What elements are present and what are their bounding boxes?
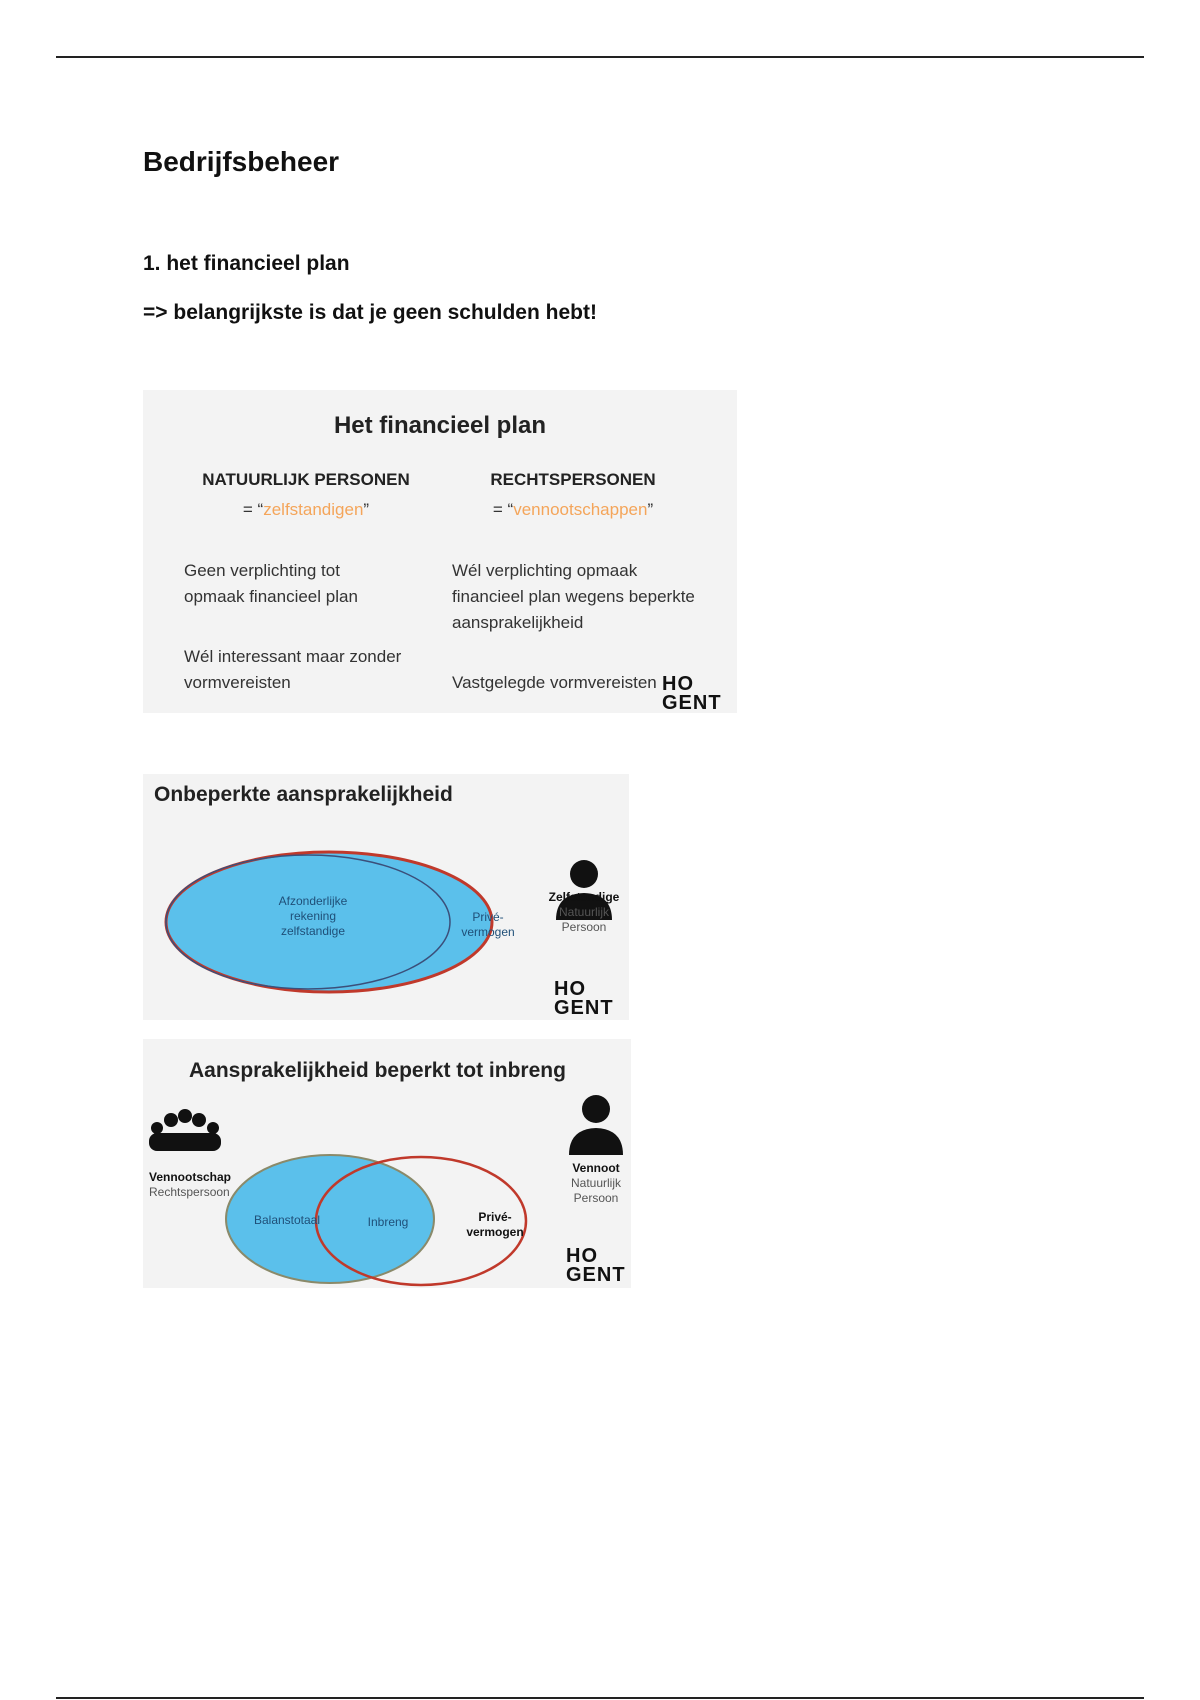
person-label: Zelfstandige Natuurlijk Persoon bbox=[548, 890, 620, 934]
inner-ellipse-label: Afzonderlijke rekening zelfstandige bbox=[278, 894, 348, 938]
page-top-rule bbox=[56, 56, 1144, 58]
person-label: Vennoot Natuurlijk Persoon bbox=[570, 1161, 621, 1205]
balanstotaal-label: Balanstotaal bbox=[253, 1213, 321, 1227]
slide-title: Het financieel plan bbox=[333, 412, 547, 439]
left-point-2: Wél interessant maar zonder vormvereisten bbox=[184, 647, 402, 692]
hogent-logo: HO GENT bbox=[554, 978, 614, 1019]
hogent-logo: HO GENT bbox=[566, 1245, 626, 1286]
column-subtitle-rechtspersonen: = “vennootschappen” bbox=[492, 500, 654, 519]
right-point-1: Wél verplichting opmaak financieel plan wegens beperkte aansprakelijkheid bbox=[452, 561, 695, 632]
column-header-rechtspersonen: RECHTSPERSONEN bbox=[490, 470, 656, 489]
prive-vermogen-label: Privé- vermogen bbox=[466, 1210, 524, 1239]
inbreng-label: Inbreng bbox=[367, 1215, 409, 1229]
slide-beperkte-aansprakelijkheid bbox=[143, 1039, 631, 1288]
hogent-logo: HO GENT bbox=[662, 673, 722, 713]
highlight-term: vennootschappen bbox=[513, 500, 648, 519]
highlight-term: zelfstandigen bbox=[263, 500, 364, 519]
page-bottom-rule bbox=[56, 1697, 1144, 1699]
section-subheading: => belangrijkste is dat je geen schulden hebt! bbox=[143, 301, 597, 324]
slide-title: Onbeperkte aansprakelijkheid bbox=[154, 783, 453, 806]
outer-ellipse-label: Privé- vermogen bbox=[461, 910, 515, 939]
section-heading: 1. het financieel plan bbox=[143, 252, 350, 275]
left-point-1: Geen verplichting tot opmaak financieel plan bbox=[184, 561, 358, 606]
document-title: Bedrijfsbeheer bbox=[143, 146, 340, 177]
column-subtitle-natuurlijk: = “zelfstandigen” bbox=[242, 500, 370, 519]
group-label: Vennootschap Rechtspersoon bbox=[149, 1170, 232, 1199]
group-icon bbox=[149, 1109, 221, 1151]
slide-title: Aansprakelijkheid beperkt tot inbreng bbox=[189, 1059, 566, 1082]
right-point-2: Vastgelegde vormvereisten bbox=[452, 673, 657, 692]
column-header-natuurlijk: NATUURLIJK PERSONEN bbox=[202, 470, 410, 489]
person-icon bbox=[569, 1095, 623, 1155]
slide-financieel-plan bbox=[143, 390, 737, 713]
slide-onbeperkte-aansprakelijkheid bbox=[143, 774, 629, 1020]
